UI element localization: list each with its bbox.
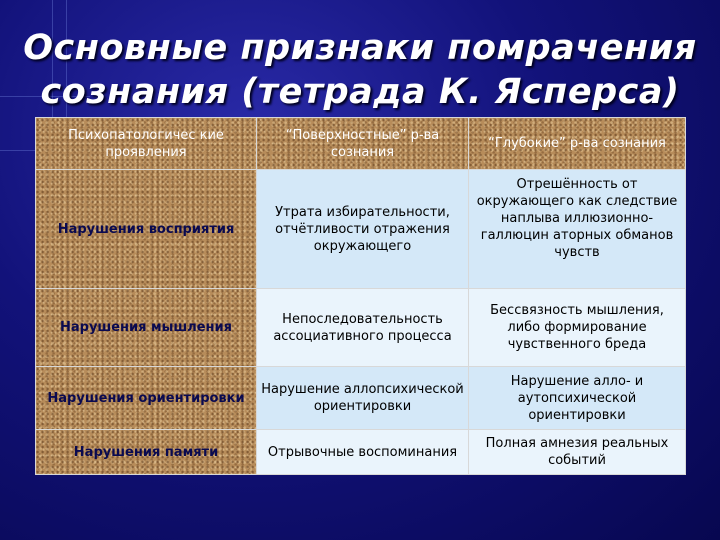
- row-label: Нарушения восприятия: [36, 170, 257, 289]
- slide-title-line-2: сознания (тетрада К. Ясперса): [40, 72, 680, 112]
- deep-cell: Бессвязность мышления, либо формирование чувственного бреда: [469, 289, 686, 367]
- surface-cell: Отрывочные воспоминания: [257, 430, 469, 475]
- surface-cell: Утрата избирательности, отчётливости отражения окружающего: [257, 170, 469, 289]
- table-row: [36, 289, 686, 367]
- table-header-row: [36, 118, 686, 170]
- deep-cell: Полная амнезия реальных событий: [469, 430, 686, 475]
- table-row: [36, 170, 686, 289]
- deep-cell: Отрешённость от окружающего как следствие наплыва иллюзионно-галлюцин аторных обманов чувств: [469, 170, 686, 289]
- surface-cell: Непоследовательность ассоциативного процесса: [257, 289, 469, 367]
- slide-title: [0, 26, 720, 114]
- header-cell-manifestations: Психопатологичес кие проявления: [36, 118, 257, 170]
- row-label: Нарушения мышления: [36, 289, 257, 367]
- header-cell-deep: “Глубокие” р-ва сознания: [469, 118, 686, 170]
- comparison-table: [35, 117, 686, 475]
- row-label: Нарушения памяти: [36, 430, 257, 475]
- table-row: [36, 430, 686, 475]
- table-row: [36, 367, 686, 430]
- surface-cell: Нарушение аллопсихической ориентировки: [257, 367, 469, 430]
- deep-cell: Нарушение алло- и аутопсихической ориентировки: [469, 367, 686, 430]
- row-label: Нарушения ориентировки: [36, 367, 257, 430]
- slide-title-line-1: Основные признаки помрачения: [23, 28, 697, 68]
- header-cell-surface: “Поверхностные” р-ва сознания: [257, 118, 469, 170]
